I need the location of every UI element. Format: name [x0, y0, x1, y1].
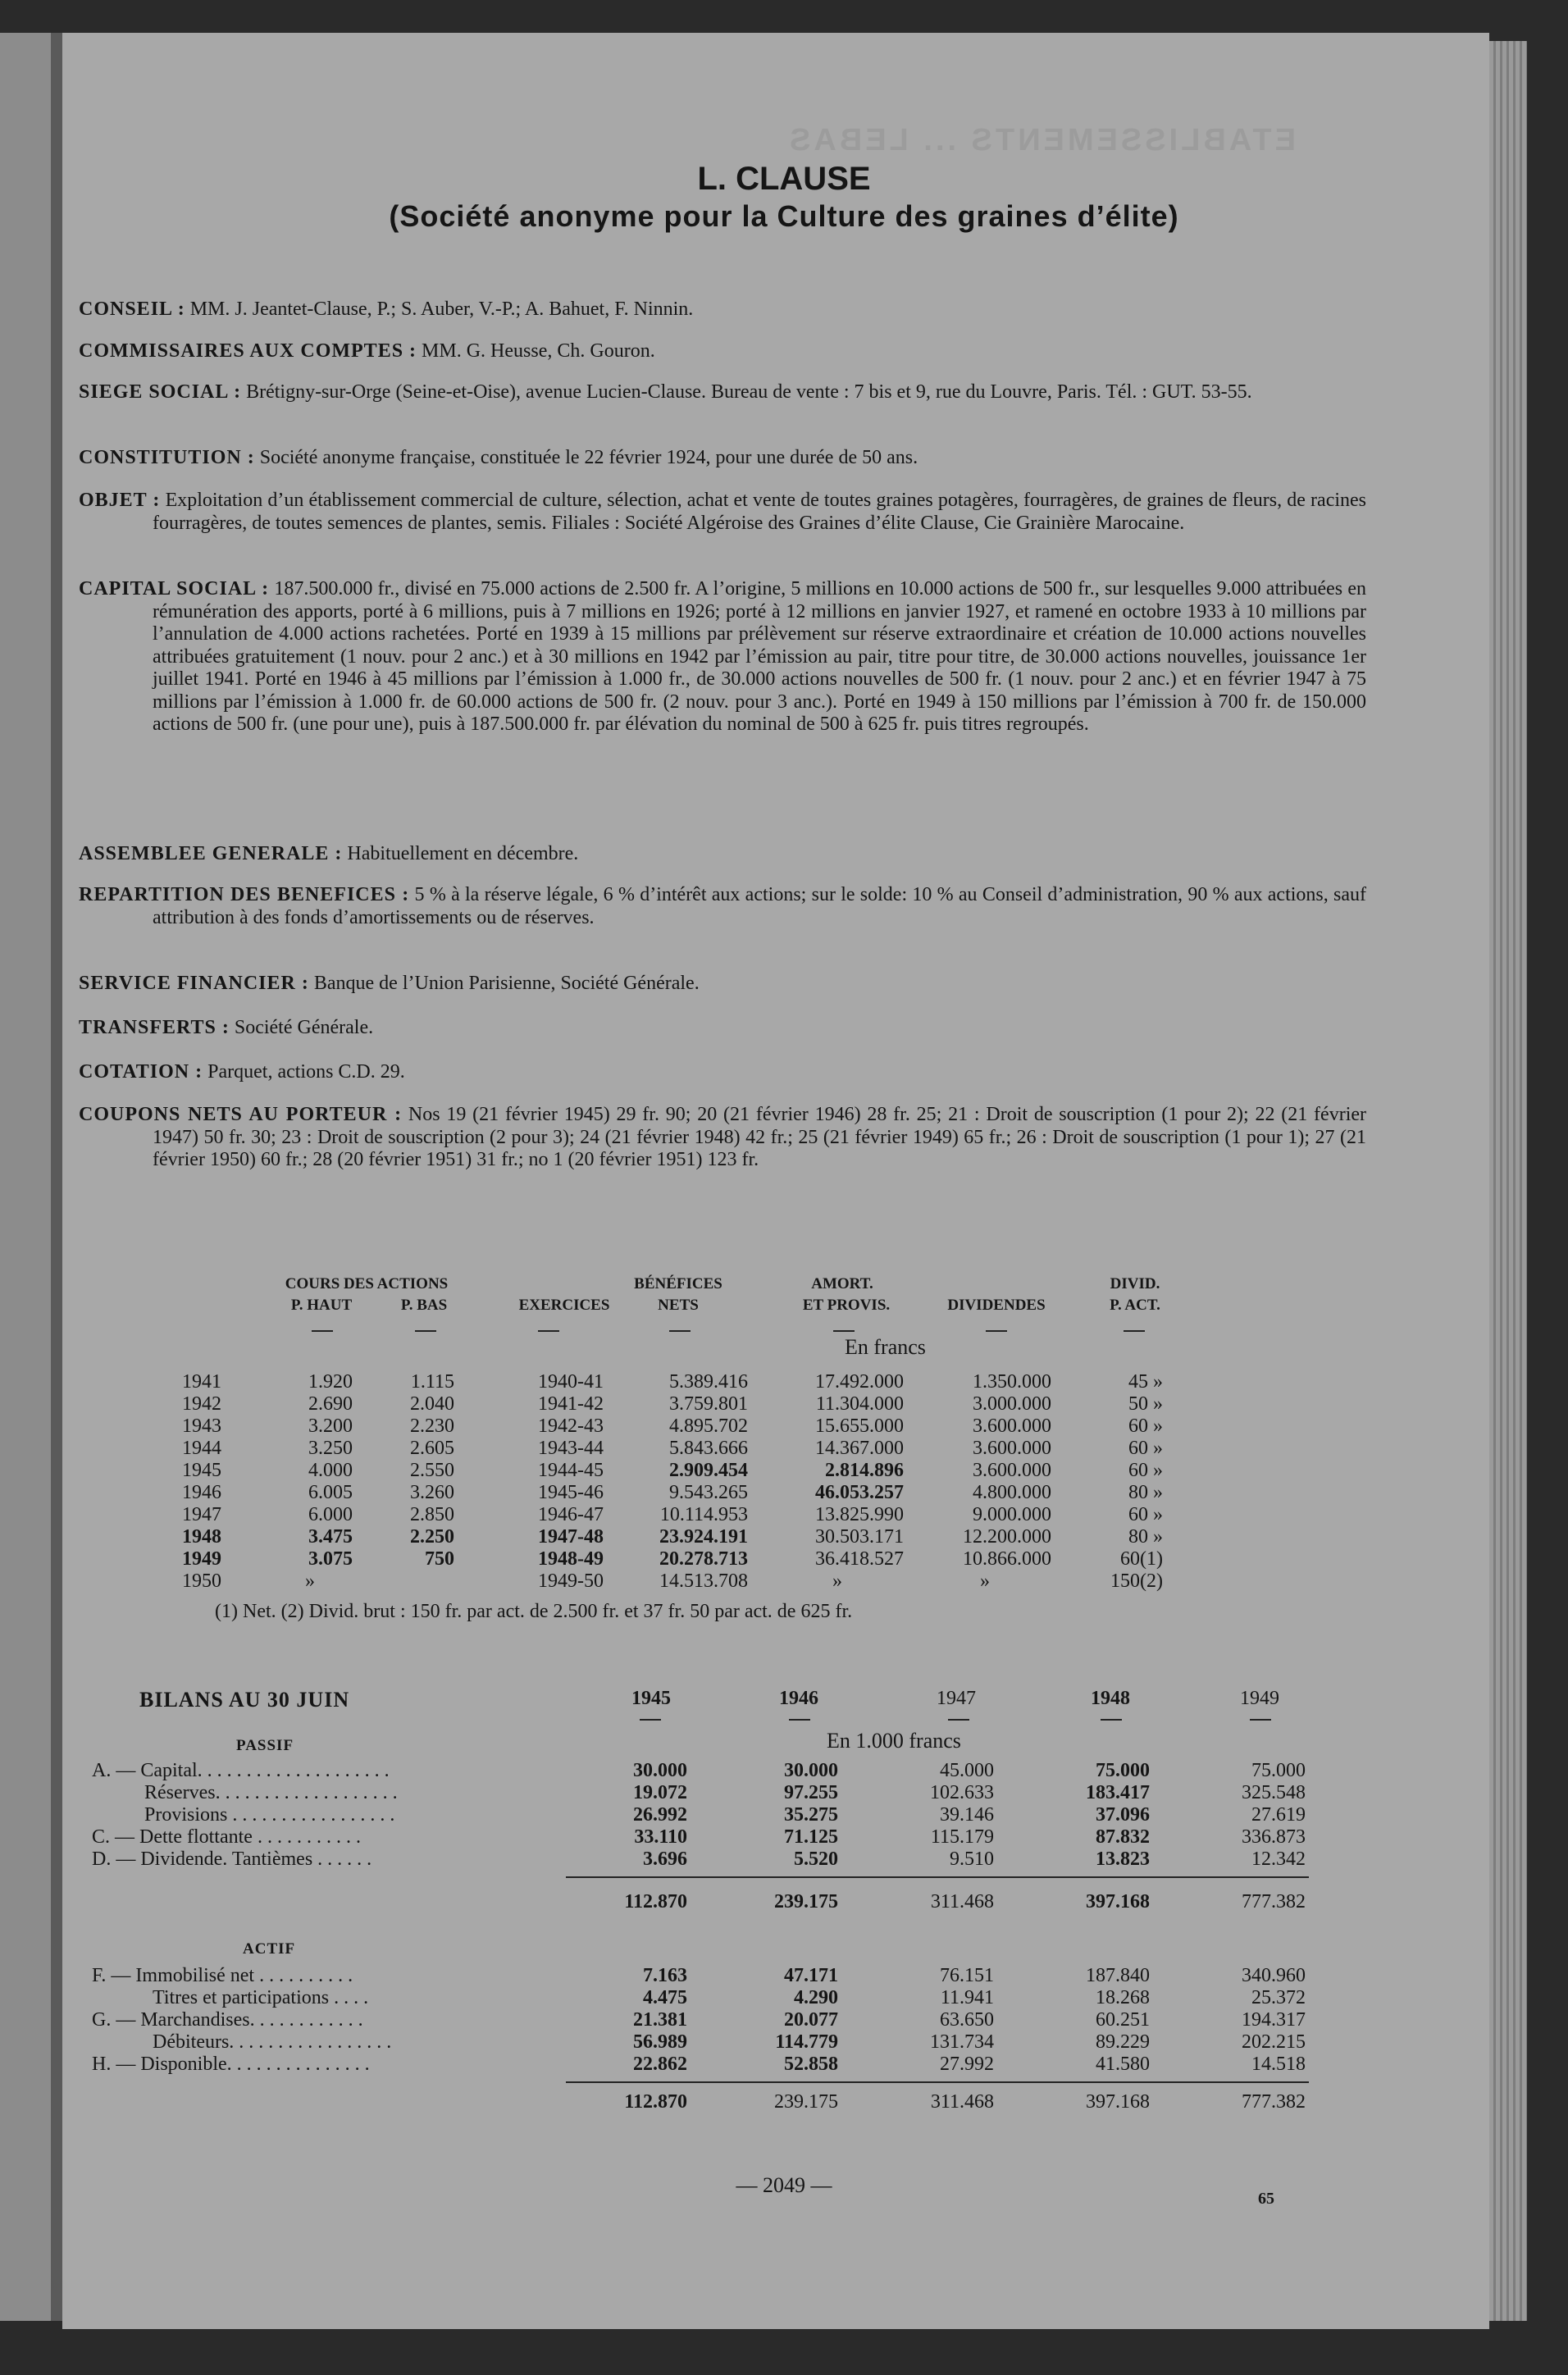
page-number: — 2049 — [736, 2173, 832, 2197]
table-cell: 3.696 [643, 1848, 687, 1870]
table-cell: 3.759.801 [669, 1393, 748, 1415]
actif-total-row [0, 2091, 1568, 2116]
row-label-reserves: Réserves. . . . . . . . . . . . . . . . . . . [144, 1782, 398, 1803]
table-cell: 9.000.000 [973, 1504, 1051, 1525]
table-cell: 60(1) [1120, 1548, 1163, 1570]
section-text: Habituellement en décembre. [347, 843, 579, 864]
section-text: Nos 19 (21 février 1945) 29 fr. 90; 20 (21 février 1946) 28 fr. 25; 21 : Droit de souscription (1 pour 2); 22 (21 février 1947) 50 fr. 30; 23 : Droit de souscription (2 pour 3); 24 (21 février 1948) 42 fr.; 25 (21 février 1949) 65 fr.; 26 : Droit de souscription (1 pour 1); 27 (21 février 1950) 60 fr.; 28 (20 février 1951) 31 fr.; no 1 (20 février 1951) 123 fr. [153, 1104, 1367, 1170]
section-service-financier [79, 973, 1292, 996]
table-cell: 12.342 [1251, 1848, 1306, 1870]
col-1949-actif [1189, 1965, 1306, 2076]
table-cell: 3.600.000 [973, 1438, 1051, 1459]
table-cell: 26.992 [633, 1804, 687, 1826]
table-cell: 9.543.265 [669, 1482, 748, 1503]
row-label-marchandises: G. — Marchandises. . . . . . . . . . . . [92, 2009, 363, 2031]
header-cours-des-actions: COURS DES ACTIONS [285, 1275, 449, 1292]
col-1948-passif [1033, 1760, 1150, 1871]
table-cell: 21.381 [633, 2009, 687, 2031]
col-1949-passif [1189, 1760, 1306, 1871]
table-cell: 14.513.708 [659, 1570, 748, 1592]
table-cell: 311.468 [930, 2091, 994, 2113]
table-cell: 89.229 [1096, 2031, 1150, 2053]
table-footnote: (1) Net. (2) Divid. brut : 150 fr. par act. de 2.500 fr. et 37 fr. 50 par act. de 625 fr. [215, 1601, 853, 1622]
passif-labels [92, 1760, 398, 1871]
table-cell: 2.040 [410, 1393, 454, 1415]
table-cell: 50 » [1128, 1393, 1163, 1415]
units-label: En francs [845, 1335, 926, 1359]
table-cell: 27.619 [1251, 1804, 1306, 1826]
table-cell: 97.255 [784, 1782, 838, 1803]
table-cell: 10.114.953 [659, 1504, 748, 1525]
table-cell: 5.389.416 [669, 1371, 748, 1393]
header-p-bas: P. BAS [400, 1297, 448, 1314]
table-cell: 5.520 [794, 1848, 838, 1870]
table-cell: 1941 [182, 1371, 221, 1393]
total-rule [566, 2081, 1309, 2083]
table-cell: 336.873 [1242, 1826, 1306, 1848]
section-assemblee [79, 843, 1292, 866]
table-cell: 3.600.000 [973, 1460, 1051, 1481]
table-cell: 777.382 [1242, 2091, 1306, 2113]
section-text: Société Générale. [234, 1017, 374, 1038]
table-cell: 3.200 [308, 1415, 353, 1437]
table-cell: 37.096 [1096, 1804, 1150, 1826]
table-cell: 150(2) [1110, 1570, 1163, 1592]
table-cell: 22.862 [633, 2054, 687, 2075]
col-benefices [615, 1371, 748, 1593]
table-cell: 1950 [182, 1570, 221, 1592]
table-cell: 1948-49 [538, 1548, 604, 1570]
table-cell: 777.382 [1242, 1891, 1306, 1912]
section-siege-social [79, 381, 1366, 404]
table-cell: 56.989 [633, 2031, 687, 2053]
table-cell [374, 1570, 454, 1593]
table-cell: 3.260 [410, 1482, 454, 1503]
header-dividendes: DIVIDENDES [947, 1297, 1046, 1314]
table-cell: 3.600.000 [973, 1415, 1051, 1437]
table-cell: 131.734 [930, 2031, 994, 2053]
bleed-through-text: ETABLISSEMENTS ... LEBAS [786, 123, 1296, 157]
table-cell: 1949-50 [538, 1570, 604, 1592]
table-cell: 4.000 [308, 1460, 353, 1481]
table-cell: 4.800.000 [973, 1482, 1051, 1503]
header-nets: NETS [658, 1297, 699, 1314]
table-cell: 1942 [182, 1393, 221, 1415]
section-text: Banque de l’Union Parisienne, Société Générale. [313, 973, 700, 994]
row-label-provisions: Provisions . . . . . . . . . . . . . . . . . [144, 1804, 395, 1826]
table-cell: 239.175 [774, 2091, 838, 2113]
section-text: Parquet, actions C.D. 29. [207, 1061, 405, 1083]
table-cell: 2.690 [308, 1393, 353, 1415]
col-p-bas [374, 1371, 454, 1593]
table-cell: 20.077 [784, 2009, 838, 2031]
col-p-haut [267, 1371, 353, 1593]
section-label: COTATION : [79, 1061, 203, 1083]
table-cell: 80 » [1128, 1482, 1163, 1503]
section-coupons [79, 1104, 1366, 1172]
bilans-units: En 1.000 francs [827, 1729, 961, 1753]
table-cell: 60 » [1128, 1438, 1163, 1459]
table-cell: 27.992 [940, 2054, 994, 2075]
section-conseil [79, 299, 1292, 321]
table-cell: 3.000.000 [973, 1393, 1051, 1415]
row-label-dividende: D. — Dividende. Tantièmes . . . . . . [92, 1848, 372, 1870]
table-cell: 30.503.171 [815, 1526, 904, 1548]
table-cell: 1942-43 [538, 1415, 604, 1437]
table-cell: 1949 [182, 1548, 221, 1570]
table-cell: 397.168 [1086, 2091, 1150, 2113]
col-amort [771, 1371, 904, 1593]
table-cell: 6.005 [308, 1482, 353, 1503]
col-1946-actif [722, 1965, 838, 2076]
section-cotation [79, 1061, 1292, 1084]
table-cell: 1948 [182, 1526, 221, 1548]
table-cell: 7.163 [643, 1965, 687, 1986]
table-cell: 25.372 [1251, 1987, 1306, 2008]
col-dividendes [918, 1371, 1051, 1593]
section-text: Exploitation d’un établissement commercial de culture, sélection, achat et vente de toutes graines potagères, fourragères, de graines de fleurs, de racines fourragères, de toutes semences de plantes, semis. Filiales : Société Algéroise des Graines d’élite Clause, Cie Grainière Marocaine. [153, 490, 1367, 534]
table-cell: 112.870 [624, 2091, 687, 2113]
section-capital-social [79, 578, 1366, 736]
section-objet [79, 490, 1366, 535]
header-et-provis: ET PROVIS. [802, 1297, 891, 1314]
table-cell: 10.866.000 [963, 1548, 1051, 1570]
table-cell: 11.941 [940, 1987, 994, 2008]
table-cell: 1.115 [410, 1371, 454, 1393]
year-header: 1945 [631, 1688, 671, 1709]
table-cell: 1946-47 [538, 1504, 604, 1525]
table-cell: » [305, 1570, 315, 1592]
year-header: 1946 [779, 1688, 818, 1709]
table-cell: 1945 [182, 1460, 221, 1481]
section-text: 5 % à la réserve légale, 6 % d’intérêt aux actions; sur le solde: 10 % au Conseil d’administration, 90 % aux actions, sauf attribution à des fonds d’amortissements ou de réserves. [153, 884, 1367, 928]
table-cell: » [980, 1570, 990, 1592]
table-cell: 6.000 [308, 1504, 353, 1525]
corner-number: 65 [1258, 2190, 1274, 2208]
table-cell: 1941-42 [538, 1393, 604, 1415]
section-commissaires [79, 340, 1292, 363]
year-header: 1948 [1091, 1688, 1130, 1709]
table-cell: 3.075 [308, 1548, 353, 1570]
table-cell: 75.000 [1096, 1760, 1150, 1781]
col-exercices [500, 1371, 604, 1593]
book-spine [51, 33, 62, 2321]
table-cell: 47.171 [784, 1965, 838, 1986]
table-cell: 19.072 [633, 1782, 687, 1803]
header-benefices: BÉNÉFICES [634, 1275, 722, 1292]
table-cell: 39.146 [940, 1804, 994, 1826]
table-cell: 340.960 [1242, 1965, 1306, 1986]
table-cell: 2.550 [410, 1460, 454, 1481]
table-cell: 202.215 [1242, 2031, 1306, 2053]
table-cell: 60.251 [1096, 2009, 1150, 2031]
table-cell: 2.230 [410, 1415, 454, 1437]
table-cell: 12.200.000 [963, 1526, 1051, 1548]
section-label: CONSEIL : [79, 299, 185, 320]
table-cell: 71.125 [784, 1826, 838, 1848]
table-cell: 102.633 [930, 1782, 994, 1803]
row-label-titres: Titres et participations . . . . [153, 1987, 369, 2008]
table-cell: 3.250 [308, 1438, 353, 1459]
table-cell: 1.920 [308, 1371, 353, 1393]
table-cell: 87.832 [1096, 1826, 1150, 1848]
table-cell: 41.580 [1096, 2054, 1150, 2075]
table-cell: 311.468 [930, 1891, 994, 1912]
table-cell: 45.000 [940, 1760, 994, 1781]
col-1948-actif [1033, 1965, 1150, 2076]
table-cell: 114.779 [775, 2031, 838, 2053]
table-cell: 239.175 [774, 1891, 838, 1912]
table-cell: 60 » [1128, 1460, 1163, 1481]
year-header: 1949 [1240, 1688, 1279, 1709]
page-subtitle: (Société anonyme pour la Culture des graines d’élite) [389, 199, 1179, 233]
table-cell: 194.317 [1242, 2009, 1306, 2031]
table-cell: 2.605 [410, 1438, 454, 1459]
section-label: ASSEMBLEE GENERALE : [79, 843, 343, 864]
header-exercices: EXERCICES [518, 1297, 610, 1314]
page-title: L. CLAUSE [697, 161, 871, 197]
table-cell: 2.250 [410, 1526, 454, 1548]
table-cell: 75.000 [1251, 1760, 1306, 1781]
section-text: 187.500.000 fr., divisé en 75.000 actions de 2.500 fr. A l’origine, 5 millions en 10.000 actions de 500 fr., sur lesquelles 9.000 attribuées en rémunération des apports, porté à 6 millions, puis à 7 millions en 1926; porté à 12 millions en janvier 1927, et ramené en octobre 1933 à 10 millions par l’annulation de 4.000 actions rachetées. Porté en 1939 à 15 millions par prélèvement sur réserve extraordinaire et création de 10.000 actions nouvelles attribuées gratuitement (1 nouv. pour 2 anc.) et à 30 millions en 1942 par l’émission au pair, titre pour titre, de 30.000 actions nouvelles, jouissance 1er juillet 1941. Porté en 1946 à 45 millions par l’émission à 1.000 fr., de 30.000 actions nouvelles de 500 fr. (1 nouv. pour 2 anc.) et en février 1947 à 75 millions par l’émission à 1.000 fr. de 60.000 actions de 500 fr. (2 nouv. pour 3 anc.). Porté en 1949 à 150 millions par l’émission à 700 fr. de 150.000 actions de 500 fr. (une pour une), puis à 187.500.000 fr. par élévation du nominal de 500 à 625 fr. puis titres regroupés. [153, 578, 1366, 735]
table-cell: 52.858 [784, 2054, 838, 2075]
header-p-haut: P. HAUT [290, 1297, 353, 1314]
col-1946-passif [722, 1760, 838, 1871]
year-header: 1947 [937, 1688, 976, 1709]
table-cell: 30.000 [633, 1760, 687, 1781]
table-cell: 2.909.454 [669, 1460, 748, 1481]
table-cell: 2.850 [410, 1504, 454, 1525]
page-edges [1489, 41, 1527, 2321]
col-divid-pact [1081, 1371, 1163, 1593]
passif-header: PASSIF [236, 1737, 294, 1754]
section-text: MM. J. Jeantet-Clause, P.; S. Auber, V.-P.; A. Bahuet, F. Ninnin. [189, 299, 694, 320]
table-cell: 1945-46 [538, 1482, 604, 1503]
table-cell: 63.650 [940, 2009, 994, 2031]
table-cell: 115.179 [930, 1826, 994, 1848]
table-cell: 4.475 [643, 1987, 687, 2008]
row-label-debiteurs: Débiteurs. . . . . . . . . . . . . . . . . [153, 2031, 392, 2053]
table-cell: 1947-48 [538, 1526, 604, 1548]
section-label: TRANSFERTS : [79, 1017, 230, 1038]
section-text: Société anonyme française, constituée le 22 février 1924, pour une durée de 50 ans. [259, 447, 918, 468]
table-cell: 13.825.990 [815, 1504, 904, 1525]
section-transferts [79, 1017, 1292, 1040]
table-cell: 9.510 [950, 1848, 994, 1870]
table-cell: 325.548 [1242, 1782, 1306, 1803]
table-cell: 1947 [182, 1504, 221, 1525]
table-cell: 20.278.713 [659, 1548, 748, 1570]
section-constitution [79, 447, 1292, 470]
passif-total-row [0, 1891, 1568, 1916]
table-cell: 60 » [1128, 1504, 1163, 1525]
table-cell: 23.924.191 [659, 1526, 748, 1548]
table-cell: 1944 [182, 1438, 221, 1459]
left-page-edge [0, 33, 51, 2321]
table-cell: 45 » [1128, 1371, 1163, 1393]
actif-labels [92, 1965, 391, 2076]
table-cell: 5.843.666 [669, 1438, 748, 1459]
total-rule [566, 1876, 1309, 1878]
table-cell: 30.000 [784, 1760, 838, 1781]
section-label: CAPITAL SOCIAL : [79, 578, 270, 599]
col-1947-actif [877, 1965, 994, 2076]
table-cell: 1943 [182, 1415, 221, 1437]
row-label-disponible: H. — Disponible. . . . . . . . . . . . . . . [92, 2054, 370, 2075]
bilans-title: BILANS AU 30 JUIN [139, 1688, 350, 1712]
table-cell: 2.814.896 [825, 1460, 904, 1481]
table-cell: 4.895.702 [669, 1415, 748, 1437]
table-cell: 15.655.000 [815, 1415, 904, 1437]
table-cell: 1943-44 [538, 1438, 604, 1459]
section-label: SIEGE SOCIAL : [79, 381, 242, 403]
col-1945-passif [574, 1760, 687, 1871]
table-cell: 112.870 [624, 1891, 687, 1912]
table-cell: 1.350.000 [973, 1371, 1051, 1393]
table-cell: 4.290 [794, 1987, 838, 2008]
section-text: Brétigny-sur-Orge (Seine-et-Oise), avenue Lucien-Clause. Bureau de vente : 7 bis et 9, rue du Louvre, Paris. Tél. : GUT. 53-55. [246, 381, 1252, 403]
section-label: COMMISSAIRES AUX COMPTES : [79, 340, 417, 362]
table-cell: 1940-41 [538, 1371, 604, 1393]
table-cell: 17.492.000 [815, 1371, 904, 1393]
col-1947-passif [877, 1760, 994, 1871]
row-label-immobilise: F. — Immobilisé net . . . . . . . . . . [92, 1965, 353, 1986]
header-p-act: P. ACT. [1110, 1297, 1160, 1314]
table-cell: 60 » [1128, 1415, 1163, 1437]
table-cell: 1946 [182, 1482, 221, 1503]
table-cell: 11.304.000 [815, 1393, 904, 1415]
table-cell: 36.418.527 [815, 1548, 904, 1570]
table-cell: 33.110 [634, 1826, 687, 1848]
row-label-dette: C. — Dette flottante . . . . . . . . . . . [92, 1826, 361, 1848]
section-label: SERVICE FINANCIER : [79, 973, 309, 994]
section-label: CONSTITUTION : [79, 447, 255, 468]
section-label: OBJET : [79, 490, 161, 511]
section-text: MM. G. Heusse, Ch. Gouron. [422, 340, 655, 362]
table-cell: 18.268 [1096, 1987, 1150, 2008]
table-cell: 76.151 [940, 1965, 994, 1986]
section-label: REPARTITION DES BENEFICES : [79, 884, 410, 905]
section-label: COUPONS NETS AU PORTEUR : [79, 1104, 403, 1125]
row-label-capital: A. — Capital. . . . . . . . . . . . . . . . . . . . [92, 1760, 390, 1781]
table-cell: 14.518 [1251, 2054, 1306, 2075]
table-cell: 80 » [1128, 1526, 1163, 1548]
section-repartition [79, 884, 1366, 929]
table-cell: 187.840 [1086, 1965, 1150, 1986]
table-cell: 397.168 [1086, 1891, 1150, 1912]
table-cell: 35.275 [784, 1804, 838, 1826]
table-cell: 1944-45 [538, 1460, 604, 1481]
table-cell: 14.367.000 [815, 1438, 904, 1459]
col-years [182, 1371, 231, 1593]
actif-header: ACTIF [243, 1940, 296, 1958]
header-divid: DIVID. [1110, 1275, 1160, 1292]
col-1945-actif [574, 1965, 687, 2076]
header-amort: AMORT. [811, 1275, 873, 1292]
table-cell: 183.417 [1086, 1782, 1150, 1803]
table-cell: 46.053.257 [815, 1482, 904, 1503]
table-cell: 750 [425, 1548, 454, 1570]
table-cell: 13.823 [1096, 1848, 1150, 1870]
table-cell: 3.475 [308, 1526, 353, 1548]
table-cell: » [832, 1570, 842, 1592]
